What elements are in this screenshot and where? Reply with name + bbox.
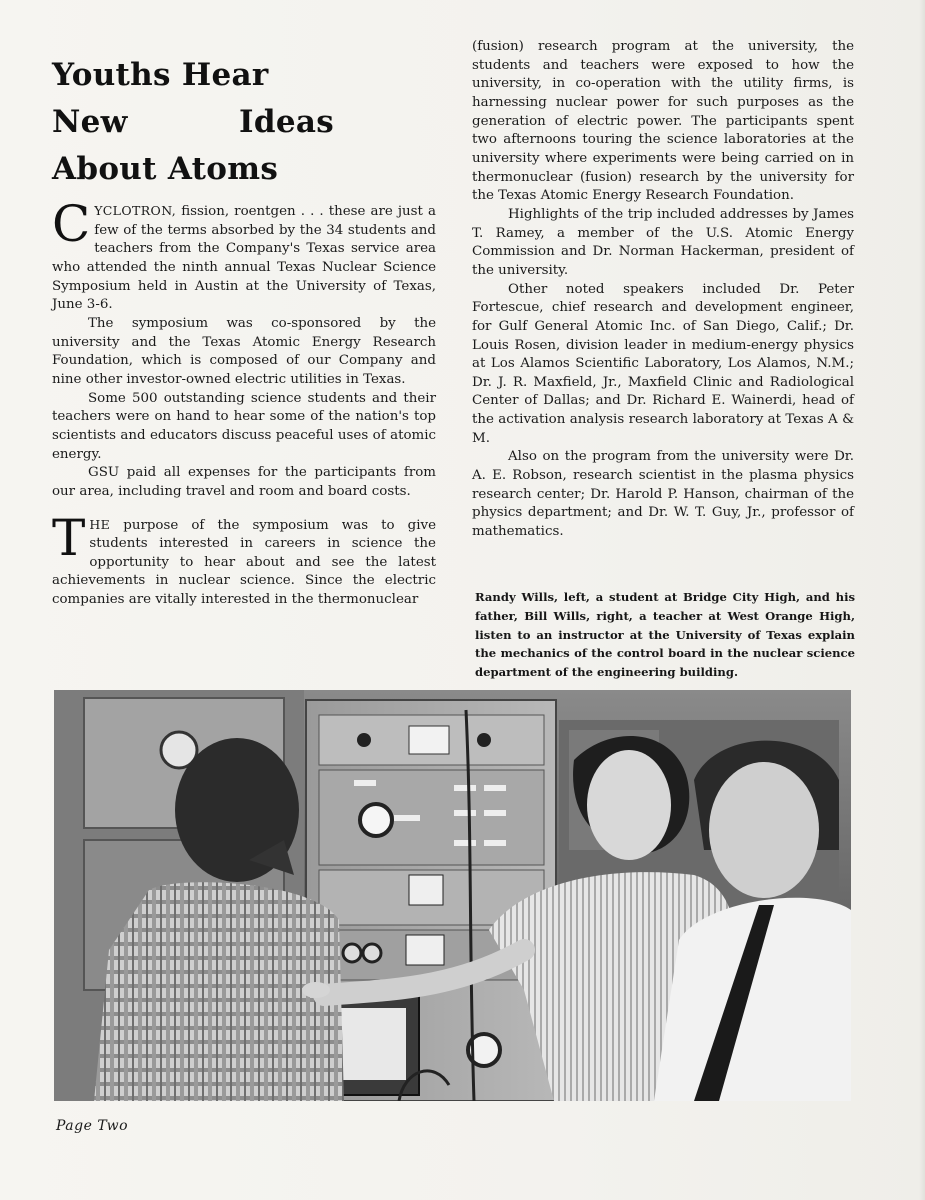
article-photo [54,690,851,1101]
article-headline [52,52,334,193]
caption-text: a student at Bridge City High, and his father, Bill Wills, right, a teacher at West Orange High, listen to an instructor at the University of Texas explain the mechanics of the control board in the nuclear science department of the engineering building. [475,590,855,680]
paragraph-highlights: Highlights of the trip included addresses by James T. Ramey, a member of the U.S. Atomic Energy Commission and Dr. Norman Hackerman, president of the university. [472,206,854,278]
page-footer: Page Two [56,1118,129,1134]
paragraph-speakers: Other noted speakers included Dr. Peter Fortescue, chief research and development engineer, for Gulf General Atomic Inc. of San Diego, Calif.; Dr. Louis Rosen, division leader in medium-energy physics at Los Alamos Scientific Laboratory, Los Alamos, N.M.; Dr. J. R. Maxfield, Jr., Maxfield Clinic and Radiological Center of Dallas; and Dr. Richard E. Wainerdi, head of the activation analysis research laboratory at Texas A & M. [472,281,854,446]
headline-line-2-word-a: New [52,104,128,140]
headline-line-2 [52,99,334,146]
photo-caption [475,588,855,682]
paragraph-purpose-text: purpose of the symposium was to give students interested in careers in science the opportunity to hear about and see the latest achievements in nuclear science. Since the electric companies are vitally interested in the thermonuclear [52,517,436,608]
paragraph-expenses: GSU paid all expenses for the participants from our area, including travel and room and board costs. [52,465,436,499]
paragraph-attendance: Some 500 outstanding science students and their teachers were on hand to hear some of the nation's top scientists and educators discuss peaceful uses of atomic energy. [52,390,436,462]
paragraph-cosponsor: The symposium was co-sponsored by the university and the Texas Atomic Energy Research Foundation, which is composed of our Company and nine other investor-owned electric utilities in Texas. [52,315,436,387]
lead-word-cyclotron: YCLOTRON, [94,203,177,218]
photo-illustration [54,690,851,1101]
article-right-column [472,38,854,542]
headline-line-3: About Atoms [52,151,279,187]
lead-word-the: HE [89,516,111,532]
paragraph-purpose [52,508,436,610]
headline-line-1: Youths Hear [52,57,269,93]
paragraph-intro-text: fission, roentgen . . . these are just a few of the terms absorbed by the 34 students and teachers from the Company's Texas service area who attended the ninth annual Texas Nuclear Science Symposium held in Austin at the University of Texas, June 3-6. [52,204,436,313]
caption-lead: Randy Wills, left, [475,590,590,604]
drop-cap-c: C [52,195,91,253]
paragraph-fusion-program: (fusion) research program at the university, the students and teachers were exposed to how the university, in co-operation with the utility firms, is harnessing nuclear power for such purposes as the generation of electric power. The participants spent two afternoons touring the science laboratories at the university where experiments were being carried on in thermonuclear (fusion) research by the university for the Texas Atomic Energy Research Foundation. [472,39,854,204]
headline-line-2-word-b: Ideas [239,104,334,140]
article-left-column [52,195,436,610]
paragraph-program: Also on the program from the university were Dr. A. E. Robson, research scientist in the plasma physics research center; Dr. Harold P. Hanson, chairman of the physics department; and Dr. W. T. Guy, Jr., professor of mathematics. [472,449,854,540]
drop-cap-t: T [52,508,86,567]
page-edge-shadow [919,0,925,1200]
paragraph-intro [52,195,436,315]
